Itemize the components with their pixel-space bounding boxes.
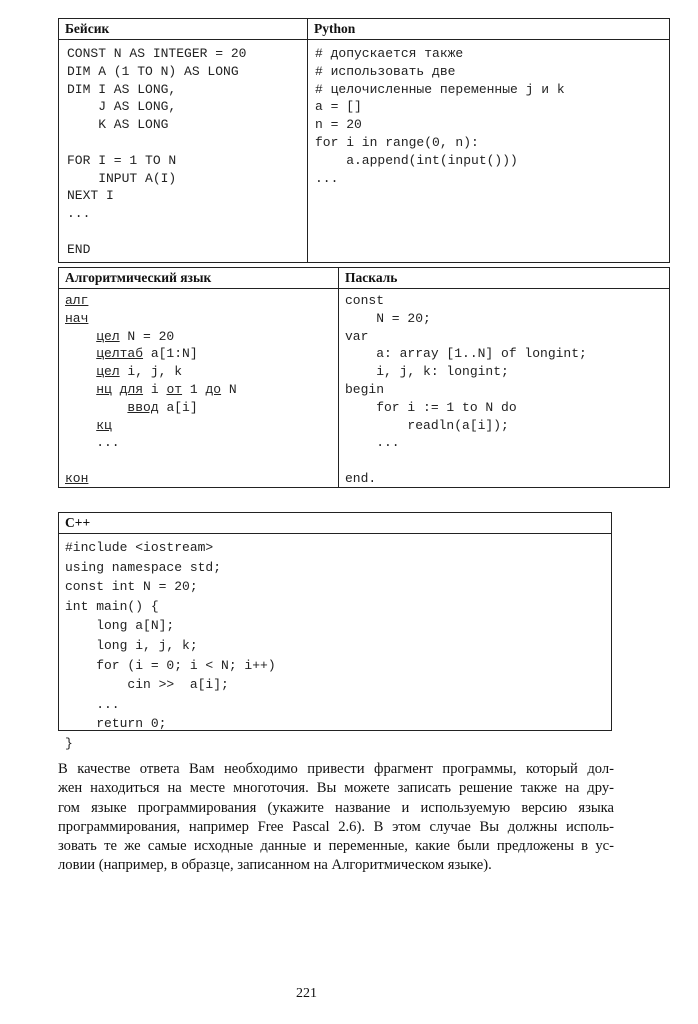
code-line: var [345,328,369,344]
paragraph-line: В качестве ответа Вам необходимо привести фрагмент программы, который дол- [58,761,614,777]
code-line: const int N = 20; [65,579,198,595]
alg-title: Алгоритмический язык [65,270,212,285]
code-text: a[i] [158,399,198,415]
code-text: i [143,381,167,397]
code-text [65,329,96,344]
code-line: i, j, k: longint; [345,364,509,380]
code-line: DIM A (1 TO N) AS LONG [67,63,239,79]
keyword: алг [65,293,89,308]
code-line: #include <iostream> [65,540,214,555]
code-line: ... [345,435,400,451]
code-line: n = 20 [315,117,362,133]
code-text [65,418,96,433]
code-line [65,417,237,435]
paragraph-line: ловии (например, в образце, записанном на Алгоритмическом языке). [58,857,492,874]
code-line: const [345,293,385,308]
table-cpp [58,512,612,751]
code-line: ... [315,170,339,186]
code-text [65,364,96,379]
code-line: # использовать две [315,63,456,79]
paragraph-line: гом языке программирования (укажите название и используемую версию языка [58,799,614,816]
code-line: return 0; [65,716,167,732]
keyword: до [205,381,222,397]
code-text: N [221,381,237,397]
cpp-title: C++ [65,515,91,530]
code-line: long i, j, k; [65,637,198,653]
code-line [65,381,237,399]
keyword: кон [65,470,89,486]
code-line: } [65,735,73,751]
column-divider [338,268,339,487]
code-line: ... [67,206,91,222]
paragraph-line: программирования, например Free Pascal 2.6). В этом случае Вы должны исполь- [58,818,614,835]
alg-code [65,292,237,488]
paragraph-line: жен находиться на месте многоточия. Вы можете записать решение также на дру- [58,780,614,797]
code-line [65,345,237,363]
code-line: a.append(int(input())) [315,152,518,168]
keyword: ввод [127,399,159,415]
code-line [65,363,237,381]
keyword: от [166,381,183,397]
code-line: begin [345,381,385,397]
code-line [65,292,237,310]
keyword: целтаб [96,346,144,362]
code-line: INPUT A(I) [67,170,177,186]
column-divider [307,19,308,262]
keyword: кц [96,417,112,433]
keyword: для [119,381,144,397]
code-line: END [67,241,91,257]
code-text: a[1:N] [143,346,198,362]
code-line: FOR I = 1 TO N [67,152,177,168]
basic-code [67,45,246,259]
code-line: cin >> a[i]; [65,677,229,693]
code-line [65,434,237,452]
page-number: 221 [296,986,317,1001]
code-line [65,470,237,488]
code-line: a = [] [315,99,362,115]
code-line: long a[N]; [65,618,175,634]
basic-title: Бейсик [65,21,110,36]
cpp-code [65,538,276,754]
code-line: for i := 1 to N do [345,399,517,415]
python-title: Python [314,21,356,36]
instructions-paragraph [58,760,614,876]
code-text [65,382,96,397]
code-line: int main() { [65,598,159,614]
code-line: # допускается также [315,46,464,61]
keyword: нц [96,381,112,397]
code-line: ... [65,696,120,712]
table-alg-pascal [58,267,670,488]
code-line: J AS LONG, [67,99,177,115]
code-line: end. [345,470,377,486]
code-line: using namespace std; [65,559,222,575]
code-line [65,452,237,470]
code-line: N = 20; [345,310,431,326]
code-line [67,134,246,152]
header-row [59,268,669,289]
code-line: a: array [1..N] of longint; [345,346,587,362]
code-line [67,223,246,241]
code-text: i, j, k [119,364,183,380]
code-line: DIM I AS LONG, [67,81,177,97]
code-line [345,452,587,470]
header-row [59,513,611,534]
code-text: N = 20 [119,328,175,344]
table-basic-python [58,18,670,263]
code-line: NEXT I [67,188,114,204]
keyword: цел [96,328,120,344]
code-text: 1 [182,381,206,397]
code-text [65,346,96,361]
code-text: ... [65,435,120,451]
code-line: CONST N AS INTEGER = 20 [67,46,247,61]
code-text [65,400,127,415]
code-line: # целочисленные переменные j и k [315,81,565,97]
header-row [59,19,669,40]
code-line: for (i = 0; i < N; i++) [65,657,276,673]
keyword: нач [65,310,89,326]
code-line: for i in range(0, n): [315,134,479,150]
code-line [65,310,237,328]
code-text [112,382,120,397]
paragraph-line: зовать те же самые исходные данные и переменные, какие были предложены в ус- [58,838,614,855]
code-line: K AS LONG [67,117,169,133]
python-code [315,45,565,187]
pascal-title: Паскаль [345,270,398,285]
code-line [65,328,237,346]
keyword: цел [96,364,120,380]
pascal-code [345,292,587,488]
code-line [65,399,237,417]
code-line: readln(a[i]); [345,417,509,433]
